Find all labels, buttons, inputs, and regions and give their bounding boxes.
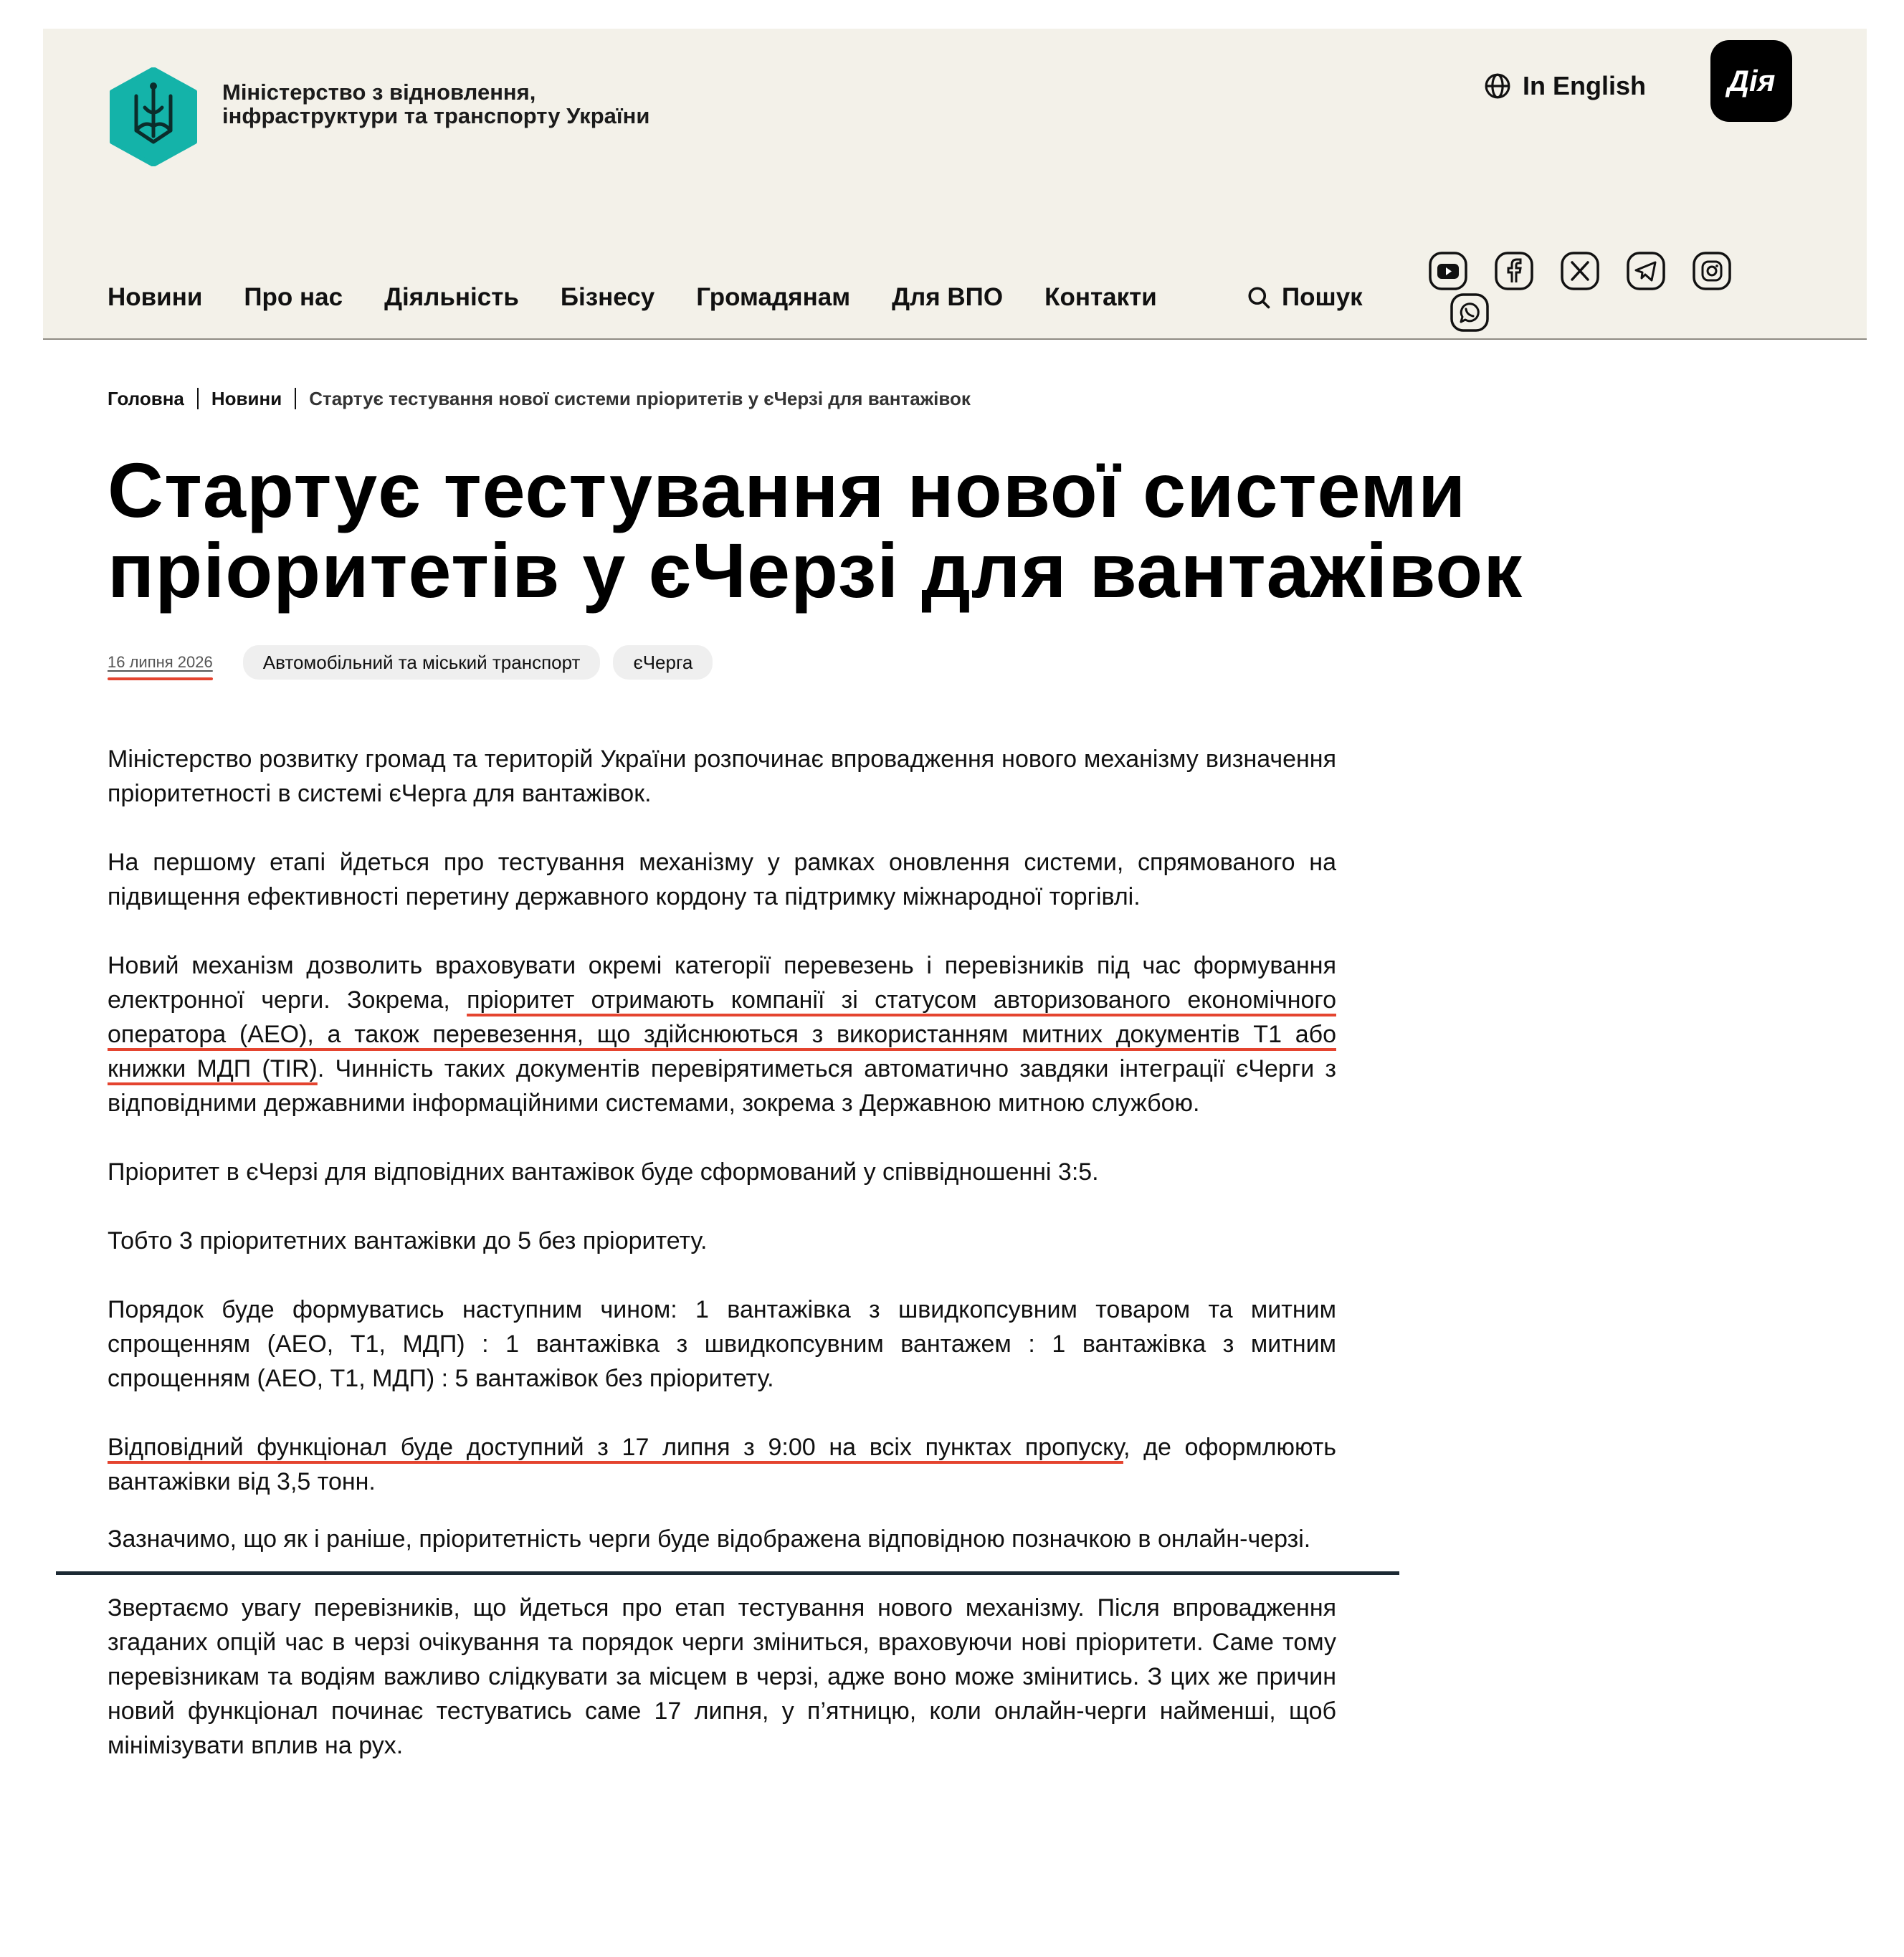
nav-item-idp[interactable]: Для ВПО — [892, 283, 1004, 311]
article-meta — [108, 645, 725, 680]
main-navigation — [108, 280, 1199, 315]
x-icon[interactable] — [1560, 251, 1600, 291]
article-paragraph: Міністерство розвитку громад та територій України розпочинає впровадження нового механізму визначення пріоритетності в системі єЧерга для вантажівок. — [108, 746, 1336, 807]
nav-item-business[interactable]: Бізнесу — [560, 283, 655, 311]
ministry-logo[interactable] — [108, 67, 199, 166]
article-paragraph: На першому етапі йдеться про тестування механізму у рамках оновлення системи, спрямованого на підвищення ефективності перетину державного кордону та підтримку міжнародної торгівлі. — [108, 849, 1336, 910]
horizontal-divider — [56, 1571, 1399, 1575]
nav-item-about[interactable]: Про нас — [244, 283, 343, 311]
nav-item-citizens[interactable]: Громадянам — [696, 283, 851, 311]
article-paragraph — [108, 1430, 1336, 1499]
search-button[interactable] — [1246, 280, 1363, 315]
tag-echerga[interactable]: єЧерга — [613, 645, 713, 680]
article-paragraph: Зазначимо, що як і раніше, пріоритетність черги буде відображена відповідною позначкою в онлайн-черзі. — [108, 1525, 1311, 1553]
breadcrumb-current: Стартує тестування нової системи пріоритетів у єЧерзі для вантажівок — [309, 387, 971, 409]
nav-item-contacts[interactable]: Контакти — [1044, 283, 1157, 311]
paragraph-text: Новий механізм дозволить враховувати окремі категорії перевезень і перевізників під час формування електронної черги. Зокрема, — [108, 952, 1336, 1014]
article-paragraph: Звертаємо увагу перевізників, що йдеться про етап тестування нового механізму. Після впровадження згаданих опцій час в черзі очікування та порядок черги зміниться, враховуючи нові пріоритети. Саме тому перевізникам та водіям важливо слідкувати за місцем в черзі, адже воно може змінитись. З цих же причин новий функціонал починає тестуватись саме 17 липня, у п’ятницю, коли онлайн-черги найменші, щоб мінімізувати вплив на рух. — [108, 1594, 1336, 1759]
youtube-icon[interactable] — [1428, 251, 1468, 291]
tag-road-transport[interactable]: Автомобільний та міський транспорт — [243, 645, 601, 680]
globe-icon — [1484, 72, 1511, 100]
breadcrumb-news-link[interactable]: Новини — [211, 387, 282, 409]
ministry-name: Міністерство з відновлення, інфраструктури та транспорту України — [222, 80, 650, 128]
breadcrumb-home-link[interactable]: Головна — [108, 387, 184, 409]
publish-date: 16 липня 2026 — [108, 653, 213, 671]
breadcrumb-separator — [295, 388, 296, 409]
site-header — [43, 29, 1867, 340]
article-paragraph: Пріоритет в єЧерзі для відповідних вантажівок буде сформований у співвідношенні 3:5. — [108, 1158, 1099, 1186]
telegram-icon[interactable] — [1626, 251, 1666, 291]
language-switch-label: In English — [1523, 71, 1647, 100]
search-icon — [1246, 285, 1272, 310]
nav-item-activity[interactable]: Діяльність — [384, 283, 519, 311]
search-label: Пошук — [1282, 283, 1363, 311]
article-body — [108, 742, 1336, 1797]
instagram-icon[interactable] — [1692, 251, 1732, 291]
article-paragraph: Порядок буде формуватись наступним чином: 1 вантажівка з швидкопсувним товаром та митним спрощенням (AEO, Т1, МДП) : 1 вантажівка з швидкопсувним вантажем : 1 вантажівка з митним спрощенням (AEO, Т1, МДП) : 5 вантажівок без пріоритету. — [108, 1296, 1336, 1392]
language-switch-button[interactable] — [1484, 65, 1646, 108]
breadcrumb-separator — [197, 388, 199, 409]
page-title: Стартує тестування нової системи пріоритетів у єЧерзі для вантажівок — [108, 447, 1523, 614]
article-paragraph: Тобто 3 пріоритетних вантажівки до 5 без пріоритету. — [108, 1227, 708, 1254]
facebook-icon[interactable] — [1494, 251, 1534, 291]
highlighted-text: пріоритет отримають компанії зі статусом авторизованого економічного оператора (AEO), а також перевезення, що здійснюються з використанням митних документів Т1 або книжки МДП (TIR) — [108, 986, 1336, 1082]
highlighted-text: Відповідний функціонал буде доступний з 17 липня з 9:00 на всіх пунктах пропуску — [108, 1434, 1123, 1461]
whatsapp-icon[interactable] — [1450, 292, 1490, 333]
nav-item-news[interactable]: Новини — [108, 283, 203, 311]
breadcrumb — [108, 384, 971, 413]
paragraph-text: , де оформлюють вантажівки від 3,5 тонн. — [108, 1434, 1336, 1495]
article-paragraph — [108, 948, 1336, 1120]
diia-button[interactable]: Дія — [1710, 40, 1792, 122]
paragraph-text: . Чинність таких документів перевірятиметься автоматично завдяки інтеграції єЧерги з відповідними державними інформаційними системами, зокрема з Державною митною службою. — [108, 1055, 1336, 1117]
